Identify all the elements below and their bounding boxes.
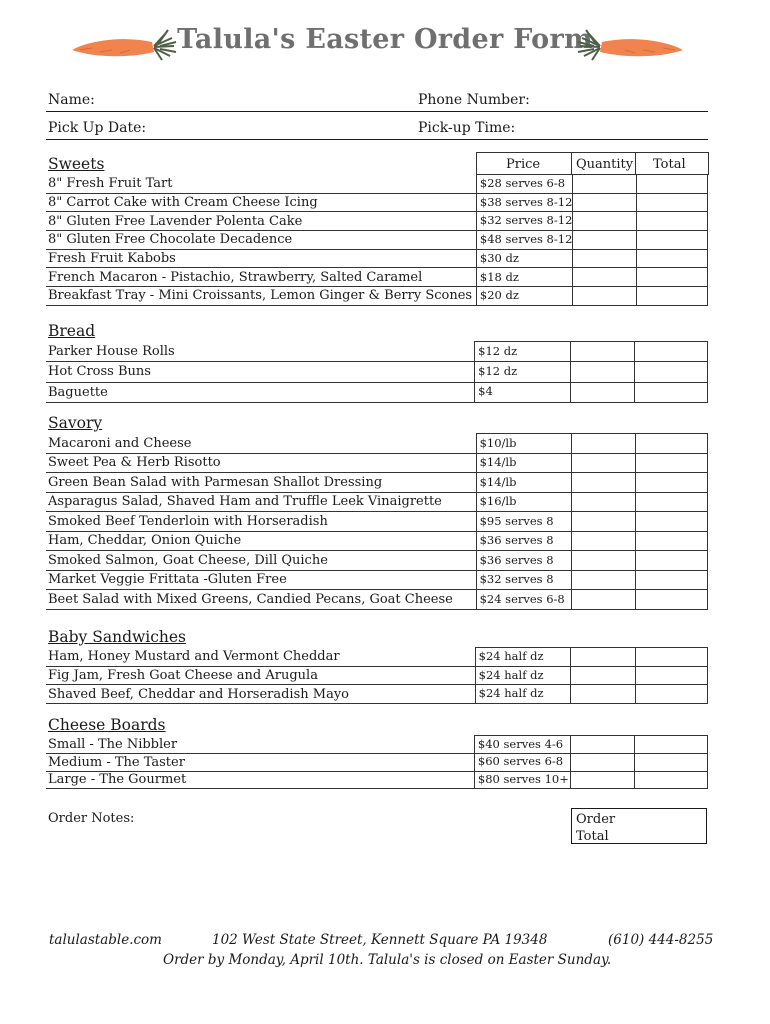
item-name: Green Bean Salad with Parmesan Shallot Dressing <box>46 473 476 493</box>
item-price: $4 <box>475 382 571 402</box>
cheese-table <box>46 735 708 789</box>
total-cell[interactable] <box>636 231 707 250</box>
name-label: Name: <box>48 92 95 108</box>
item-price: $24 half dz <box>475 685 571 704</box>
section-title-savory: Savory <box>48 414 103 432</box>
quantity-cell[interactable] <box>571 685 635 704</box>
item-price: $32 serves 8 <box>476 570 572 590</box>
total-cell[interactable] <box>635 736 708 754</box>
quantity-cell[interactable] <box>571 648 635 667</box>
total-cell[interactable] <box>635 648 707 667</box>
table-row <box>46 382 708 402</box>
item-name: Parker House Rolls <box>46 342 475 362</box>
item-name: Fig Jam, Fresh Goat Cheese and Arugula <box>46 666 475 685</box>
quantity-cell[interactable] <box>572 512 636 532</box>
item-name: 8" Gluten Free Lavender Polenta Cake <box>46 212 476 231</box>
item-price: $32 serves 8-12 <box>476 212 573 231</box>
quantity-cell[interactable] <box>572 531 636 551</box>
table-row <box>46 268 708 287</box>
item-price: $80 serves 10+ <box>474 771 570 789</box>
item-price: $14/lb <box>476 453 572 473</box>
sandwiches-table <box>46 647 708 704</box>
price-header: Price <box>506 157 541 172</box>
footer-phone: (610) 444-8255 <box>608 932 714 948</box>
quantity-header: Quantity <box>576 157 634 172</box>
quantity-cell[interactable] <box>572 590 636 610</box>
quantity-cell[interactable] <box>573 212 636 231</box>
table-row <box>46 287 708 306</box>
table-row <box>46 453 708 473</box>
quantity-cell[interactable] <box>570 736 635 754</box>
table-row <box>46 551 708 571</box>
item-price: $12 dz <box>475 362 571 382</box>
total-cell[interactable] <box>635 771 708 789</box>
item-price: $14/lb <box>476 473 572 493</box>
item-name: Fresh Fruit Kabobs <box>46 249 476 268</box>
item-name: Small - The Nibbler <box>46 736 474 754</box>
item-name: Ham, Honey Mustard and Vermont Cheddar <box>46 648 475 667</box>
item-name: Ham, Cheddar, Onion Quiche <box>46 531 476 551</box>
total-cell[interactable] <box>636 531 708 551</box>
quantity-cell[interactable] <box>571 666 635 685</box>
quantity-cell[interactable] <box>570 382 635 402</box>
item-name: 8" Carrot Cake with Cream Cheese Icing <box>46 193 476 212</box>
item-price: $30 dz <box>476 249 573 268</box>
item-price: $28 serves 6-8 <box>476 175 573 194</box>
item-price: $60 serves 6-8 <box>474 753 570 771</box>
item-price: $40 serves 4-6 <box>474 736 570 754</box>
quantity-cell[interactable] <box>573 249 636 268</box>
item-name: Smoked Beef Tenderloin with Horseradish <box>46 512 476 532</box>
total-cell[interactable] <box>636 434 708 454</box>
item-price: $24 serves 6-8 <box>476 590 572 610</box>
total-cell[interactable] <box>636 268 707 287</box>
pickup-time-label: Pick-up Time: <box>418 120 516 136</box>
header <box>0 22 770 62</box>
phone-label: Phone Number: <box>418 92 530 108</box>
item-price: $36 serves 8 <box>476 551 572 571</box>
quantity-cell[interactable] <box>572 551 636 571</box>
table-row <box>46 666 708 685</box>
sweets-table <box>46 174 708 306</box>
total-cell[interactable] <box>636 590 708 610</box>
section-title-cheese: Cheese Boards <box>48 716 166 734</box>
total-cell[interactable] <box>636 287 707 306</box>
total-cell[interactable] <box>635 342 708 362</box>
order-total-label: Total <box>576 829 609 844</box>
quantity-cell[interactable] <box>570 753 635 771</box>
total-cell[interactable] <box>636 492 708 512</box>
quantity-cell[interactable] <box>572 453 636 473</box>
item-price: $48 serves 8-12 <box>476 231 573 250</box>
total-cell[interactable] <box>635 685 707 704</box>
section-title-bread: Bread <box>48 322 96 340</box>
item-name: Smoked Salmon, Goat Cheese, Dill Quiche <box>46 551 476 571</box>
total-cell[interactable] <box>635 666 707 685</box>
item-name: Asparagus Salad, Shaved Ham and Truffle Leek Vinaigrette <box>46 492 476 512</box>
item-name: Large - The Gourmet <box>46 771 474 789</box>
table-row <box>46 492 708 512</box>
table-row <box>46 249 708 268</box>
total-cell[interactable] <box>636 175 707 194</box>
carrot-icon <box>570 28 685 62</box>
table-row <box>46 231 708 250</box>
item-name: Macaroni and Cheese <box>46 434 476 454</box>
item-name: Shaved Beef, Cheddar and Horseradish Mayo <box>46 685 475 704</box>
total-cell[interactable] <box>635 362 708 382</box>
total-cell[interactable] <box>636 193 707 212</box>
item-price: $36 serves 8 <box>476 531 572 551</box>
item-price: $24 half dz <box>475 666 571 685</box>
item-price: $18 dz <box>476 268 573 287</box>
item-name: Breakfast Tray - Mini Croissants, Lemon Ginger & Berry Scones <box>46 287 476 306</box>
bread-table <box>46 341 708 403</box>
quantity-cell[interactable] <box>570 362 635 382</box>
order-notes-label: Order Notes: <box>48 811 135 826</box>
total-cell[interactable] <box>636 212 707 231</box>
quantity-cell[interactable] <box>573 287 636 306</box>
item-name: Medium - The Taster <box>46 753 474 771</box>
item-name: French Macaron - Pistachio, Strawberry, Salted Caramel <box>46 268 476 287</box>
item-price: $16/lb <box>476 492 572 512</box>
quantity-cell[interactable] <box>573 175 636 194</box>
order-total-box[interactable] <box>571 808 707 844</box>
table-row <box>46 473 708 493</box>
quantity-cell[interactable] <box>573 193 636 212</box>
item-name: Hot Cross Buns <box>46 362 475 382</box>
footer-website[interactable]: talulastable.com <box>49 932 162 948</box>
total-cell[interactable] <box>636 570 708 590</box>
table-row <box>46 685 708 704</box>
item-name: 8" Gluten Free Chocolate Decadence <box>46 231 476 250</box>
quantity-cell[interactable] <box>573 231 636 250</box>
table-row <box>46 342 708 362</box>
page-title: Talula's Easter Order Form <box>177 24 593 55</box>
footer-address: 102 West State Street, Kennett Square PA 19348 <box>212 932 548 948</box>
table-row <box>46 193 708 212</box>
section-title-sandwiches: Baby Sandwiches <box>48 628 187 646</box>
total-cell[interactable] <box>635 382 708 402</box>
item-price: $12 dz <box>475 342 571 362</box>
table-row <box>46 212 708 231</box>
name-line[interactable] <box>46 111 708 112</box>
total-cell[interactable] <box>636 249 707 268</box>
item-name: Sweet Pea & Herb Risotto <box>46 453 476 473</box>
item-price: $24 half dz <box>475 648 571 667</box>
item-name: Baguette <box>46 382 475 402</box>
quantity-cell[interactable] <box>572 434 636 454</box>
item-price: $20 dz <box>476 287 573 306</box>
section-title-sweets: Sweets <box>48 155 105 173</box>
quantity-cell[interactable] <box>573 268 636 287</box>
quantity-cell[interactable] <box>572 473 636 493</box>
table-row <box>46 648 708 667</box>
item-name: Beet Salad with Mixed Greens, Candied Pecans, Goat Cheese <box>46 590 476 610</box>
quantity-cell[interactable] <box>572 492 636 512</box>
table-row <box>46 434 708 454</box>
savory-table <box>46 433 708 610</box>
item-name: Market Veggie Frittata -Gluten Free <box>46 570 476 590</box>
table-row <box>46 512 708 532</box>
quantity-cell[interactable] <box>570 342 635 362</box>
total-cell[interactable] <box>635 753 708 771</box>
total-header: Total <box>653 157 686 172</box>
item-price: $38 serves 8-12 <box>476 193 573 212</box>
item-name: 8" Fresh Fruit Tart <box>46 175 476 194</box>
table-row <box>46 175 708 194</box>
table-row <box>46 531 708 551</box>
table-row <box>46 736 708 754</box>
table-row <box>46 771 708 789</box>
table-row <box>46 570 708 590</box>
total-cell[interactable] <box>636 473 708 493</box>
total-cell[interactable] <box>636 453 708 473</box>
item-price: $10/lb <box>476 434 572 454</box>
table-row <box>46 362 708 382</box>
table-row <box>46 590 708 610</box>
total-cell[interactable] <box>636 512 708 532</box>
order-total-label: Order <box>576 812 616 827</box>
pickup-line[interactable] <box>46 139 708 140</box>
item-price: $95 serves 8 <box>476 512 572 532</box>
quantity-cell[interactable] <box>572 570 636 590</box>
total-cell[interactable] <box>636 551 708 571</box>
footer-note: Order by Monday, April 10th. Talula's is closed on Easter Sunday. <box>163 952 612 968</box>
table-row <box>46 753 708 771</box>
pickup-date-label: Pick Up Date: <box>48 120 147 136</box>
quantity-cell[interactable] <box>570 771 635 789</box>
